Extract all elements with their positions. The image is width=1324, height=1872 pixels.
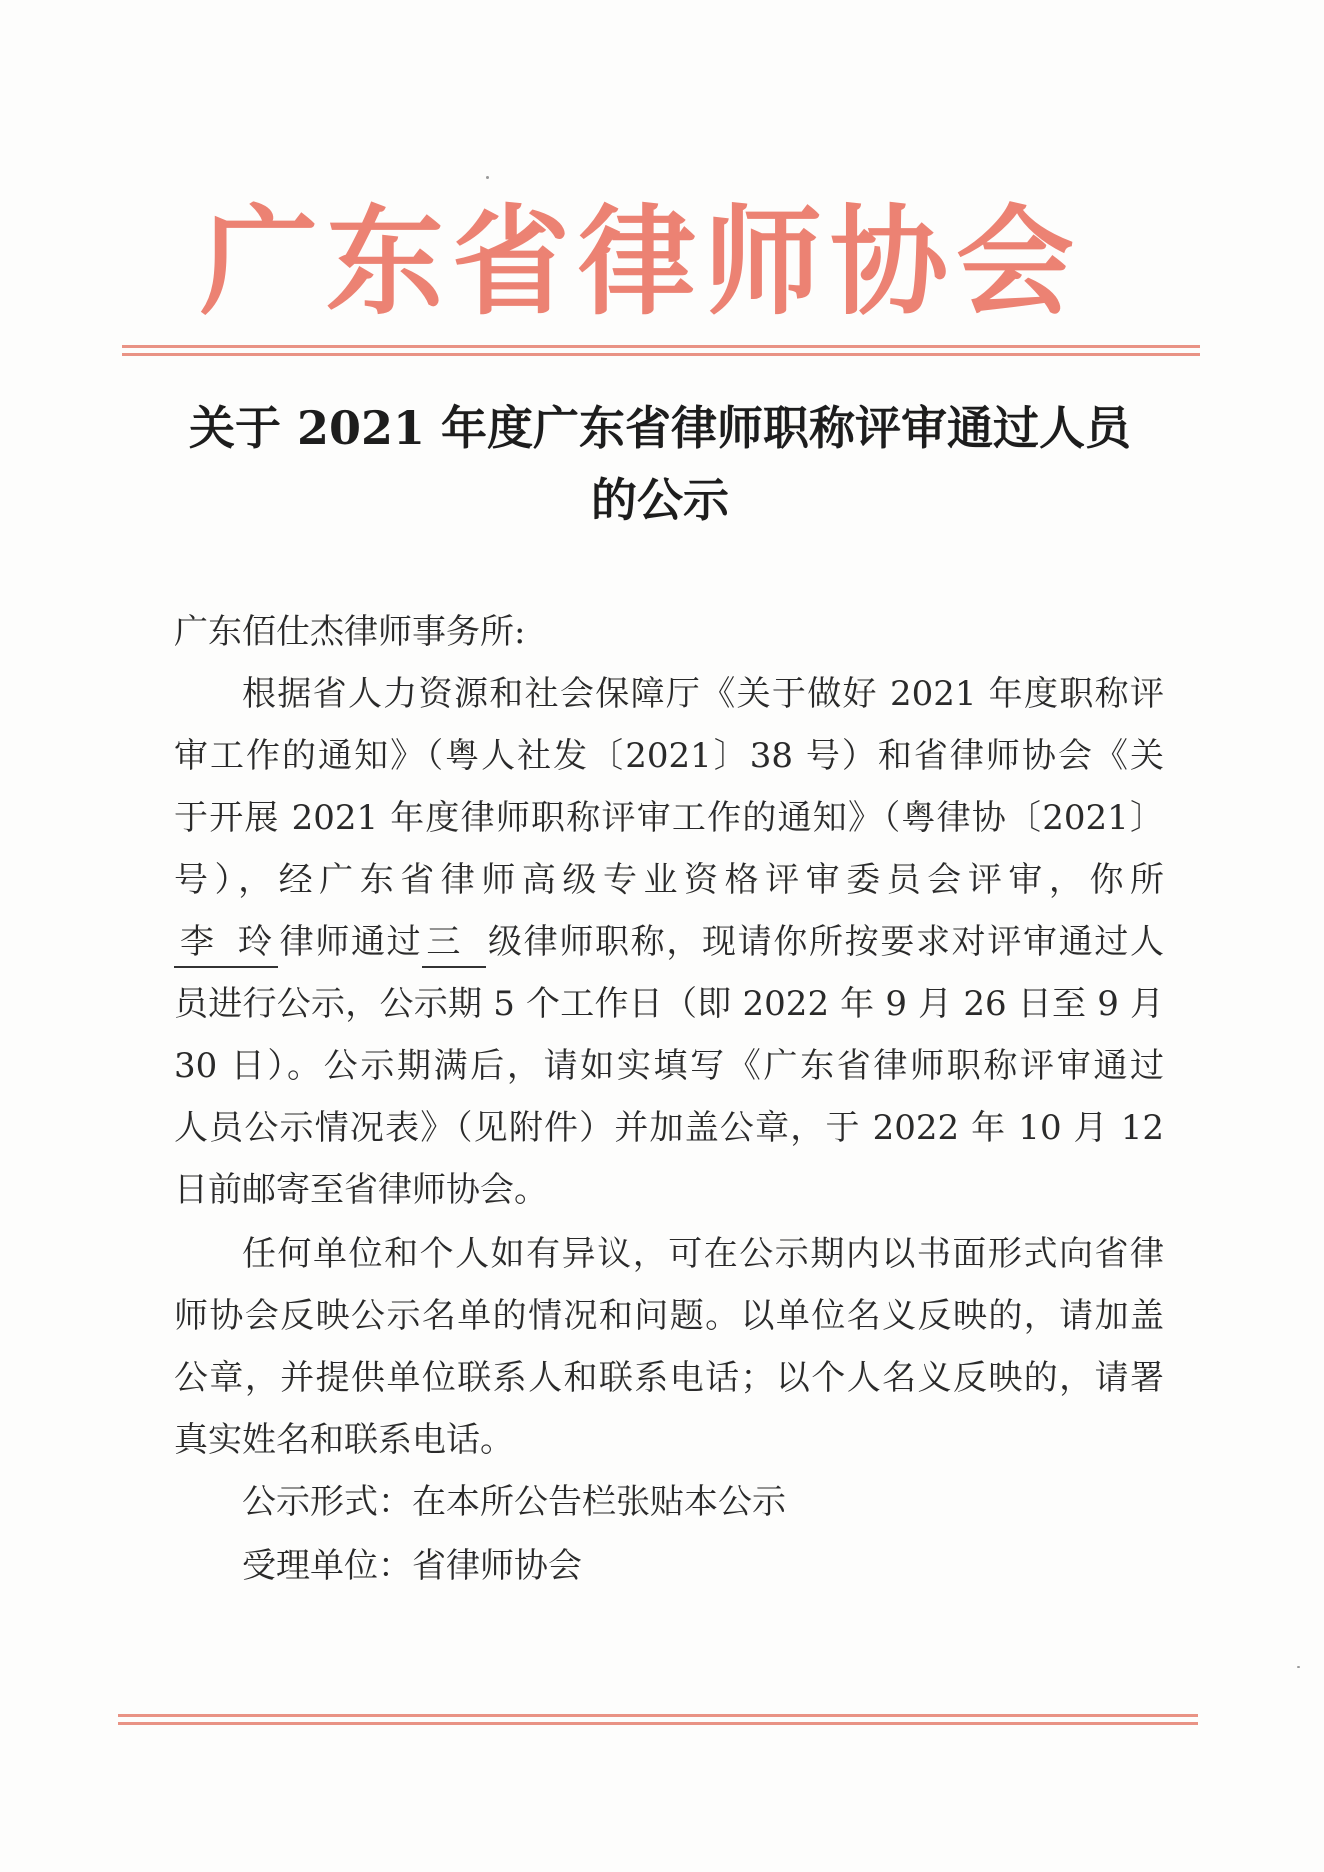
para1-line2: 审工作的通知》（粤人社发〔2021〕38 号）和省律师协会《关 <box>174 736 1164 776</box>
para1-line7: 30 日）。公示期满后，请如实填写《广东省律师职称评审通过 <box>174 1046 1164 1086</box>
para2-line4: 真实姓名和联系电话。 <box>174 1420 514 1460</box>
para1-line5 <box>174 914 1164 970</box>
para1-line1: 根据省人力资源和社会保障厅《关于做好 2021 年度职称评 <box>242 674 1164 714</box>
footer-rule-top <box>118 1714 1198 1717</box>
publication-form: 公示形式：在本所公告栏张贴本公示 <box>242 1482 786 1522</box>
para1-line5-mid: 律师通过 <box>278 922 423 962</box>
letterhead-rule-top <box>122 345 1200 348</box>
letterhead-org-name: 广东省律师协会 <box>200 192 1083 331</box>
notice-title-line2: 的公示 <box>591 473 729 527</box>
scan-speck <box>1297 1666 1300 1668</box>
lawyer-level-field: 三 <box>422 918 486 968</box>
addressee: 广东佰仕杰律师事务所: <box>174 612 526 652</box>
accepting-office: 受理单位：省律师协会 <box>242 1546 582 1586</box>
footer-rule-bottom <box>118 1722 1198 1725</box>
letterhead-rule-bottom <box>122 353 1200 356</box>
para1-line4: 号），经广东省律师高级专业资格评审委员会评审，你所 <box>174 860 1164 900</box>
para2-line1: 任何单位和个人如有异议，可在公示期内以书面形式向省律 <box>242 1234 1164 1274</box>
notice-title-line1: 关于 2021 年度广东省律师职称评审通过人员 <box>188 401 1132 455</box>
scan-speck <box>486 176 489 179</box>
para2-line3: 公章，并提供单位联系人和联系电话；以个人名义反映的，请署 <box>174 1358 1164 1398</box>
para1-line6: 员进行公示，公示期 5 个工作日（即 2022 年 9 月 26 日至 9 月 <box>174 984 1164 1024</box>
para1-line8: 人员公示情况表》（见附件）并加盖公章，于 2022 年 10 月 12 <box>174 1108 1164 1148</box>
para1-line3: 于开展 2021 年度律师职称评审工作的通知》（粤律协〔2021〕 <box>174 798 1164 838</box>
para1-line5-rest: 级律师职称，现请你所按要求对评审通过人 <box>486 922 1164 962</box>
lawyer-name-field: 李玲 <box>174 918 278 968</box>
para1-line9: 日前邮寄至省律师协会。 <box>174 1170 548 1210</box>
para2-line2: 师协会反映公示名单的情况和问题。以单位名义反映的，请加盖 <box>174 1296 1164 1336</box>
